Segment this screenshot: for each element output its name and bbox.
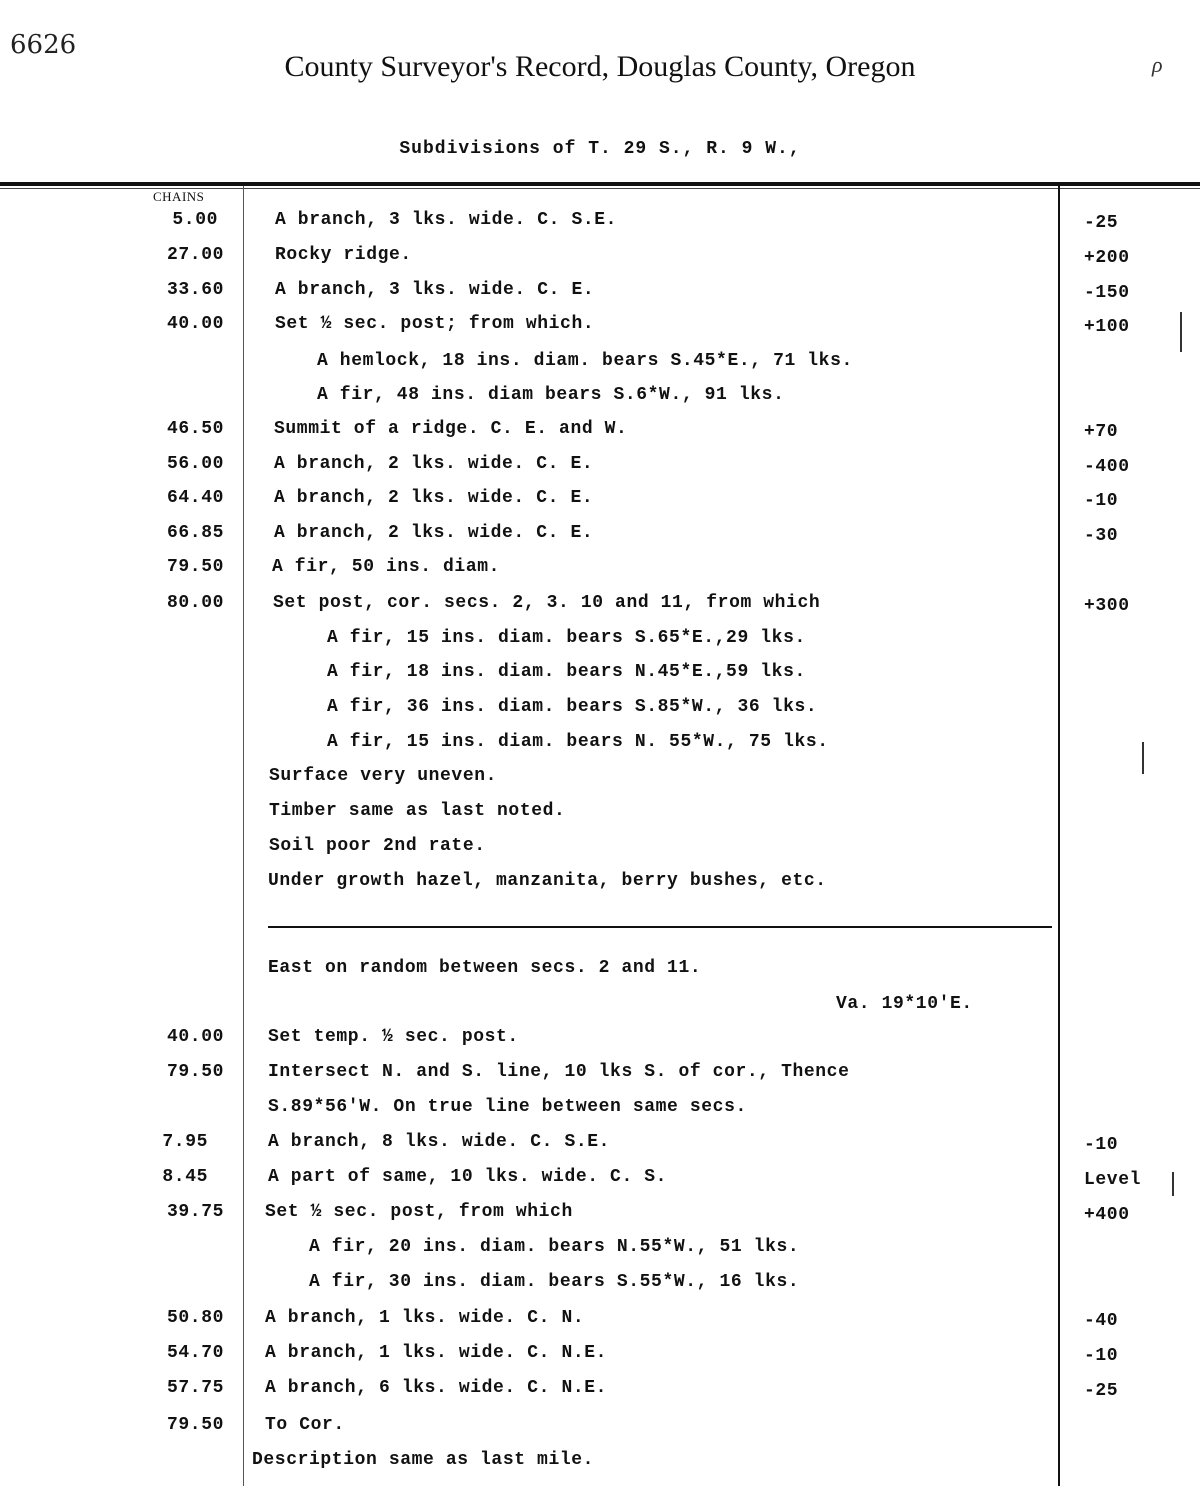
chain-distance: 7.95 (162, 1132, 208, 1152)
chain-distance: 79.50 (166, 1415, 224, 1435)
entry-description: A branch, 1 lks. wide. C. N. (265, 1308, 585, 1328)
entry-description: Set post, cor. secs. 2, 3. 10 and 11, from which (273, 593, 821, 613)
entry-description: A fir, 30 ins. diam. bears S.55*W., 16 lks. (309, 1272, 800, 1292)
entry-description: Under growth hazel, manzanita, berry bushes, etc. (268, 871, 827, 891)
survey-entry-row (0, 1449, 1200, 1479)
chain-distance: 27.00 (166, 245, 224, 265)
entry-description: A fir, 20 ins. diam. bears N.55*W., 51 lks. (309, 1237, 800, 1257)
chain-distance: 64.40 (166, 488, 224, 508)
entry-description: Summit of a ridge. C. E. and W. (274, 419, 628, 439)
entry-description: A part of same, 10 lks. wide. C. S. (268, 1167, 668, 1187)
survey-entry-row (0, 1026, 1200, 1056)
entry-description: A branch, 3 lks. wide. C. S.E. (275, 210, 618, 230)
entry-description: Timber same as last noted. (269, 801, 566, 821)
survey-entry-row (0, 313, 1200, 343)
chain-distance: 5.00 (172, 210, 218, 230)
elevation-change: +70 (1084, 422, 1119, 442)
survey-entry-row (0, 696, 1200, 726)
elevation-change: -10 (1084, 1346, 1119, 1366)
survey-entry-row (0, 1131, 1200, 1161)
chain-distance: 56.00 (166, 454, 224, 474)
entry-description: A branch, 3 lks. wide. C. E. (275, 280, 595, 300)
survey-entry-row (0, 731, 1200, 761)
elevation-change: +400 (1084, 1205, 1130, 1225)
survey-entry-row (0, 522, 1200, 552)
elevation-change: Level (1084, 1170, 1142, 1190)
chain-distance: 66.85 (166, 523, 224, 543)
survey-entry-row (0, 1307, 1200, 1337)
entry-description: A fir, 15 ins. diam. bears S.65*E.,29 lks. (327, 628, 806, 648)
survey-entry-row (0, 1236, 1200, 1266)
chain-distance: 8.45 (162, 1167, 208, 1187)
survey-entry-row (0, 1377, 1200, 1407)
elevation-change: -25 (1084, 213, 1119, 233)
entry-description: A branch, 2 lks. wide. C. E. (274, 523, 594, 543)
entry-description: A fir, 48 ins. diam bears S.6*W., 91 lks. (317, 385, 785, 405)
entry-description: A fir, 36 ins. diam. bears S.85*W., 36 lks. (327, 697, 818, 717)
top-rule (0, 182, 1200, 186)
survey-entry-row (0, 1414, 1200, 1444)
subheading: Subdivisions of T. 29 S., R. 9 W., (399, 139, 801, 159)
survey-entry-row (0, 279, 1200, 309)
survey-entry-row (0, 487, 1200, 517)
entry-description: Soil poor 2nd rate. (269, 836, 486, 856)
survey-entry-row (0, 592, 1200, 622)
entry-description: Set ½ sec. post; from which. (275, 314, 595, 334)
survey-entry-row (0, 1096, 1200, 1126)
survey-entry-row (0, 835, 1200, 865)
entry-description: Rocky ridge. (275, 245, 412, 265)
survey-entry-row (0, 1342, 1200, 1372)
elevation-change: +200 (1084, 248, 1130, 268)
survey-entry-row (0, 993, 1200, 1023)
chain-distance: 40.00 (166, 1027, 224, 1047)
entry-description: Surface very uneven. (269, 766, 498, 786)
page-number: 6626 (10, 30, 77, 60)
elevation-change: +300 (1084, 596, 1130, 616)
chain-distance: 46.50 (166, 419, 224, 439)
elevation-change: -400 (1084, 457, 1130, 477)
entry-description: Description same as last mile. (252, 1450, 595, 1470)
entry-description: Set temp. ½ sec. post. (268, 1027, 519, 1047)
corner-mark: ρ (1152, 52, 1163, 77)
chain-distance: 79.50 (166, 557, 224, 577)
survey-entry-row (0, 453, 1200, 483)
chain-distance: 33.60 (166, 280, 224, 300)
chain-distance: 39.75 (166, 1202, 224, 1222)
entry-description: A fir, 18 ins. diam. bears N.45*E.,59 lks. (327, 662, 806, 682)
entry-description: Intersect N. and S. line, 10 lks S. of cor., Thence (268, 1062, 850, 1082)
survey-entry-row (0, 244, 1200, 274)
entry-description: A branch, 8 lks. wide. C. S.E. (268, 1132, 611, 1152)
chain-distance: 79.50 (166, 1062, 224, 1082)
chains-column-header: CHAINS (153, 189, 205, 204)
survey-entry-row (0, 1201, 1200, 1231)
entry-description: To Cor. (265, 1415, 345, 1435)
elevation-change: -40 (1084, 1311, 1119, 1331)
entry-description: A branch, 6 lks. wide. C. N.E. (265, 1378, 608, 1398)
elevation-change: -30 (1084, 526, 1119, 546)
entry-description: A branch, 2 lks. wide. C. E. (274, 488, 594, 508)
survey-entry-row (0, 1271, 1200, 1301)
entry-description: A branch, 2 lks. wide. C. E. (274, 454, 594, 474)
chain-distance: 57.75 (166, 1378, 224, 1398)
survey-entry-row (0, 661, 1200, 691)
survey-entry-row (0, 627, 1200, 657)
entry-description: A fir, 50 ins. diam. (272, 557, 501, 577)
entry-description: A branch, 1 lks. wide. C. N.E. (265, 1343, 608, 1363)
elevation-change: +100 (1084, 317, 1130, 337)
chain-distance: 80.00 (166, 593, 224, 613)
survey-entry-row (0, 957, 1200, 987)
survey-entry-row (0, 870, 1200, 900)
survey-entry-row (0, 418, 1200, 448)
survey-entry-row (0, 350, 1200, 380)
survey-entry-row (0, 765, 1200, 795)
survey-entry-row (0, 209, 1200, 239)
chain-distance: 40.00 (166, 314, 224, 334)
survey-entry-row (0, 1166, 1200, 1196)
entry-description: A hemlock, 18 ins. diam. bears S.45*E., 71 lks. (317, 351, 853, 371)
survey-entry-row (0, 800, 1200, 830)
survey-entry-row (0, 1061, 1200, 1091)
elevation-change: -10 (1084, 1135, 1119, 1155)
entry-description: Va. 19*10'E. (836, 994, 973, 1014)
survey-entry-row (0, 384, 1200, 414)
elevation-change: -10 (1084, 491, 1119, 511)
section-divider (268, 926, 1052, 928)
page-title: County Surveyor's Record, Douglas County, Oregon (284, 50, 916, 83)
entry-description: Set ½ sec. post, from which (265, 1202, 573, 1222)
chain-distance: 54.70 (166, 1343, 224, 1363)
elevation-change: -25 (1084, 1381, 1119, 1401)
chain-distance: 50.80 (166, 1308, 224, 1328)
entry-description: S.89*56'W. On true line between same secs. (268, 1097, 747, 1117)
survey-entry-row (0, 556, 1200, 586)
elevation-change: -150 (1084, 283, 1130, 303)
entry-description: A fir, 15 ins. diam. bears N. 55*W., 75 lks. (327, 732, 829, 752)
entry-description: East on random between secs. 2 and 11. (268, 958, 702, 978)
